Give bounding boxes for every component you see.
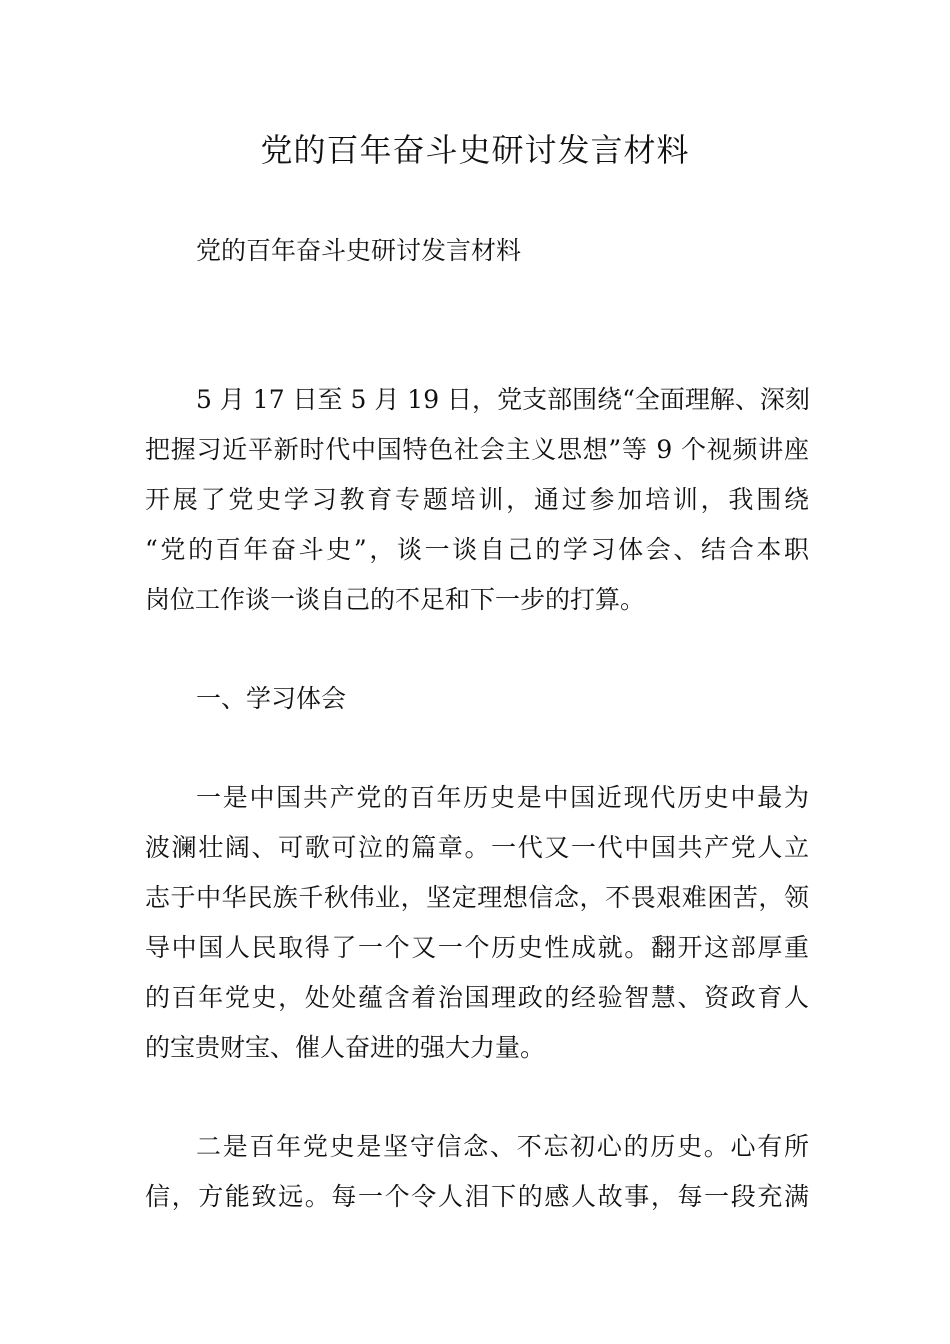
paragraph-line: 波澜壮阔、可歌可泣的篇章。一代又一代中国共产党人立 bbox=[145, 833, 809, 862]
paragraph-line: 岗位工作谈一谈自己的不足和下一步的打算。 bbox=[145, 585, 646, 614]
document-subtitle: 党的百年奋斗史研讨发言材料 bbox=[196, 236, 522, 265]
paragraph-line: 二是百年党史是坚守信念、不忘初心的历史。心有所 bbox=[196, 1132, 809, 1161]
paragraph-line: 把握习近平新时代中国特色社会主义思想”等 9 个视频讲座 bbox=[145, 435, 809, 464]
paragraph-line: 开展了党史学习教育专题培训，通过参加培训，我围绕 bbox=[145, 485, 809, 514]
section-heading: 一、学习体会 bbox=[196, 684, 347, 713]
paragraph-line: 一是中国共产党的百年历史是中国近现代历史中最为 bbox=[196, 783, 809, 812]
paragraph-line: 的百年党史，处处蕴含着治国理政的经验智慧、资政育人 bbox=[145, 983, 809, 1012]
paragraph-line: 信，方能致远。每一个令人泪下的感人故事，每一段充满 bbox=[145, 1182, 809, 1211]
document-title: 党的百年奋斗史研讨发言材料 bbox=[260, 131, 690, 169]
paragraph-line: 5 月 17 日至 5 月 19 日，党支部围绕“全面理解、深刻 bbox=[196, 385, 810, 414]
paragraph-line: 志于中华民族千秋伟业，坚定理想信念，不畏艰难困苦，领 bbox=[145, 883, 809, 912]
paragraph-line: 导中国人民取得了一个又一个历史性成就。翻开这部厚重 bbox=[145, 933, 809, 962]
paragraph-line: 的宝贵财宝、催人奋进的强大力量。 bbox=[145, 1033, 546, 1062]
paragraph-line: “党的百年奋斗史”，谈一谈自己的学习体会、结合本职 bbox=[145, 535, 809, 564]
